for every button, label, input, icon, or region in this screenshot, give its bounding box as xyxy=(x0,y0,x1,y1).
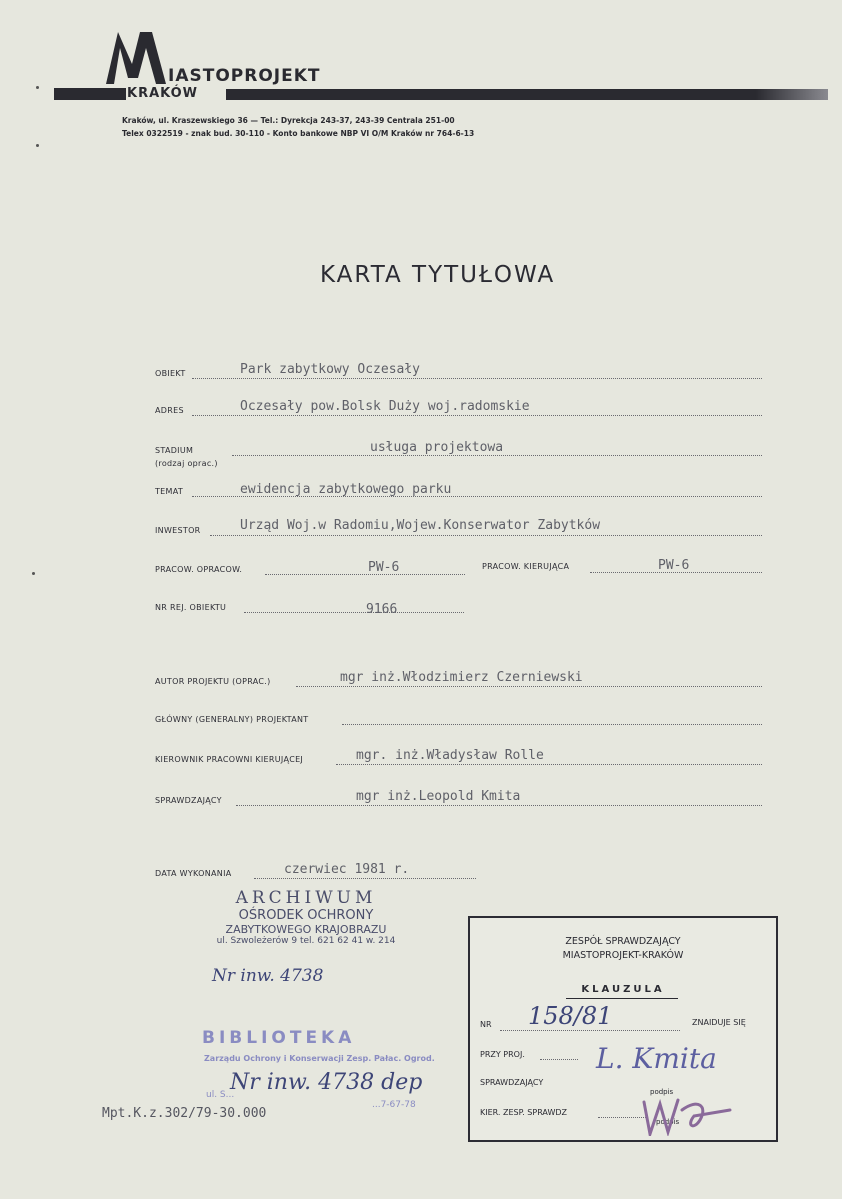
label-temat: TEMAT xyxy=(155,487,184,496)
dots-sprawdzajacy xyxy=(236,805,762,806)
value-pracow-kierujaca: PW-6 xyxy=(658,558,690,573)
klauzula-box xyxy=(468,916,778,1142)
header-address: Kraków, ul. Kraszewskiego 36 — Tel.: Dyrekcja 243-37, 243-39 Centrala 251-00 xyxy=(122,116,455,125)
label-inwestor: INWESTOR xyxy=(155,526,201,535)
kier-label: KIER. ZESP. SPRAWDZ xyxy=(480,1108,568,1117)
dots-stadium xyxy=(232,455,762,456)
dots-data xyxy=(254,878,476,879)
dots-glowny xyxy=(342,724,762,725)
podpis-label: podpis xyxy=(650,1088,674,1096)
dots-pracow-opracow xyxy=(265,574,465,575)
dots-obiekt xyxy=(192,378,762,379)
value-pracow-opracow: PW-6 xyxy=(368,560,400,575)
klauzula-title1: ZESPÓŁ SPRAWDZAJĄCY xyxy=(565,936,681,947)
nr-handwritten: 158/81 xyxy=(528,1002,613,1030)
value-temat: ewidencja zabytkowego parku xyxy=(240,482,452,497)
dots-autor xyxy=(296,686,762,687)
label-sprawdzajacy: SPRAWDZAJĄCY xyxy=(155,796,222,805)
podpis2-label: podpis xyxy=(656,1118,680,1126)
value-kierownik: mgr. inż.Władysław Rolle xyxy=(356,748,544,763)
nr-label: NR xyxy=(480,1020,492,1029)
dots-inwestor xyxy=(210,535,762,536)
archiwum-stamp xyxy=(196,888,416,946)
klauzula-label: KLAUZULA xyxy=(581,984,665,995)
signature-kmita: L. Kmita xyxy=(596,1042,717,1075)
biblioteka-line3: ul. S... xyxy=(206,1090,235,1100)
value-inwestor: Urząd Woj.w Radomiu,Wojew.Konserwator Zabytków xyxy=(240,518,601,533)
archiwum-line2: OŚRODEK OCHRONY xyxy=(238,908,374,923)
value-autor: mgr inż.Włodzimierz Czerniewski xyxy=(340,670,583,685)
archiwum-handwritten: Nr inw. 4738 xyxy=(212,966,324,986)
value-adres: Oczesały pow.Bolsk Duży woj.radomskie xyxy=(240,399,530,414)
archiwum-line3: ZABYTKOWEGO KRAJOBRAZU xyxy=(225,923,387,936)
margin-mark xyxy=(32,572,35,575)
margin-mark xyxy=(36,144,39,147)
label-nr-rej: NR REJ. OBIEKTU xyxy=(155,603,227,612)
biblioteka-title: BIBLIOTEKA xyxy=(202,1028,356,1048)
label-pracow-kierujaca: PRACOW. KIERUJĄCA xyxy=(482,562,570,571)
company-name: IASTOPROJEKT xyxy=(168,66,321,86)
value-nr-rej: 9166 xyxy=(366,602,398,617)
signature-initials-icon xyxy=(638,1090,748,1136)
footer-code: Mpt.K.z.302/79-30.000 xyxy=(102,1106,267,1121)
label-glowny: GŁÓWNY (GENERALNY) PROJEKTANT xyxy=(155,715,309,724)
nr-dots xyxy=(500,1030,680,1031)
klauzula-underline xyxy=(566,998,678,999)
klauzula-title2: MIASTOPROJEKT-KRAKÓW xyxy=(562,950,684,961)
sprawdzajacy-box-label: SPRAWDZAJĄCY xyxy=(480,1078,544,1087)
label-stadium: STADIUM xyxy=(155,446,194,455)
miastoprojekt-logo-icon xyxy=(104,30,168,86)
label-pracow-opracow: PRACOW. OPRACOW. xyxy=(155,565,243,574)
label-adres: ADRES xyxy=(155,406,184,415)
value-stadium: usługa projektowa xyxy=(370,440,504,455)
header-bar-left xyxy=(54,88,126,100)
sublabel-stadium: (rodzaj oprac.) xyxy=(155,459,218,468)
biblioteka-handwritten: Nr inw. 4738 dep xyxy=(230,1070,423,1095)
company-city: KRAKÓW xyxy=(127,86,199,101)
label-kierownik: KIEROWNIK PRACOWNI KIERUJĄCEJ xyxy=(155,755,304,764)
przy-proj-label: PRZY PROJ. xyxy=(480,1050,525,1059)
przy-proj-dots xyxy=(540,1059,578,1060)
page-title: KARTA TYTUŁOWA xyxy=(320,262,556,288)
label-obiekt: OBIEKT xyxy=(155,369,186,378)
biblioteka-line2: Zarządu Ochrony i Konserwacji Zesp. Pałac. Ogrod. xyxy=(204,1054,435,1063)
value-sprawdzajacy: mgr inż.Leopold Kmita xyxy=(356,789,521,804)
value-data: czerwiec 1981 r. xyxy=(284,862,410,877)
dots-kierownik xyxy=(336,764,762,765)
archiwum-line4: ul. Szwoleżerów 9 tel. 621 62 41 w. 214 xyxy=(216,936,396,946)
header-bar-right xyxy=(226,89,828,100)
archiwum-title: ARCHIWUM xyxy=(235,888,377,908)
value-obiekt: Park zabytkowy Oczesały xyxy=(240,362,421,377)
dots-adres xyxy=(192,415,762,416)
biblioteka-phone: ...7-67-78 xyxy=(372,1100,416,1110)
margin-mark xyxy=(36,86,39,89)
header-telex: Telex 0322519 - znak bud. 30-110 - Konto bankowe NBP VI O/M Kraków nr 764-6-13 xyxy=(122,129,475,138)
label-data: DATA WYKONANIA xyxy=(155,869,232,878)
znaiduje-label: ZNAIDUJE SIĘ xyxy=(692,1018,746,1027)
dots-nr-rej xyxy=(244,612,464,613)
label-autor: AUTOR PROJEKTU (OPRAC.) xyxy=(155,677,271,686)
